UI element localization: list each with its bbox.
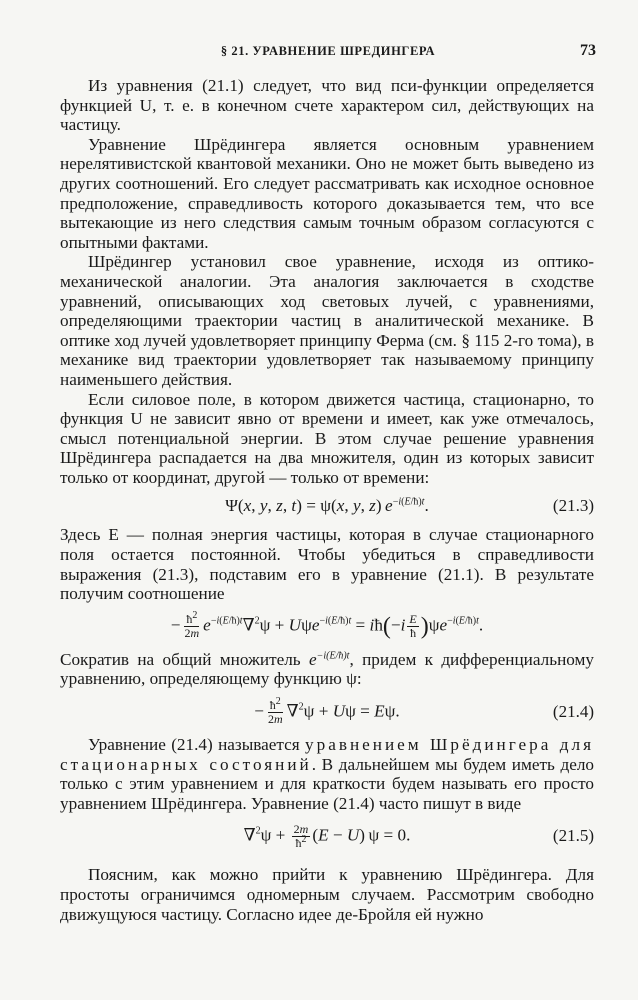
equation-21-3: [60, 487, 594, 525]
equation-21-3-formula: Ψ(x, y, z, t) = ψ(x, y, z) $e^{-i(E/ħ)t}$.: [225, 496, 429, 516]
common-factor-formula: $e^{-i(E/ħ)t}$: [308, 649, 350, 669]
equation-substitution: [60, 604, 594, 650]
running-head: § 21. УРАВНЕНИЕ ШРЕДИНГЕРА: [220, 44, 436, 58]
page-number: 73: [580, 42, 596, 59]
equation-21-3-number: (21.3): [552, 496, 594, 516]
equation-21-4-number: (21.4): [552, 702, 594, 722]
equation-21-4: [60, 689, 594, 735]
page-header: [60, 44, 596, 68]
paragraph-8: Поясним, как можно прийти к уравнению Шрёдингера. Для простоты ограничимся одномерным случаем. Рассмотрим свободно движущуюся частицу. Согласно идее де-Бройля ей нужно: [60, 865, 594, 924]
paragraph-5: Здесь E — полная энергия частицы, которая в случае стационарного поля остается постоянной. Чтобы убедиться в справедливости выражения (21.3), подставим его в уравнение (21.1). В результате получим соотношение: [60, 525, 594, 604]
equation-21-4-formula: − $\frac{ħ^2}{2m}$ ∇$^2$ψ + Uψ = Eψ.: [254, 695, 400, 726]
paragraph-7-end: . В дальнейшем мы будем иметь дело только с этим уравнением и для краткости будем называть его просто уравнением Шрёдингера. Уравнение (21.4) часто пишут в виде: [60, 754, 594, 813]
page-body: [60, 76, 594, 924]
paragraph-6: [60, 650, 594, 689]
paragraph-4: Если силовое поле, в котором движется частица, стационарно, то функция U не зависит явно от времени и имеет, как уже отмечалось, смысл потенциальной энергии. В этом случае решение уравнения Шрёдингера распадается на два множителя, один из которых зависит только от координат, другой — только от времени:: [60, 389, 594, 487]
paragraph-3: Шрёдингер установил свое уравнение, исходя из оптико-механической аналогии. Эта аналогия заключается в сходстве уравнений, описывающих ход световых лучей, с уравнениями, определяющими траектории частиц в аналитической механике. В оптике ход лучей удовлетворяет принципу Ферма (см. § 115 2-го тома), в механике вид траектории удовлетворяет так называемому принципу наименьшего действия.: [60, 252, 594, 389]
paragraph-6-start: Сократив на общий множитель: [60, 649, 301, 669]
paragraph-7: [60, 735, 594, 813]
paragraph-7-start: Уравнение (21.4) называется: [88, 735, 300, 755]
paragraph-1: Из уравнения (21.1) следует, что вид пси-функции определяется функцией U, т. е. в конечном счете характером сил, действующих на частицу.: [60, 76, 594, 135]
equation-21-5: [60, 813, 594, 859]
paragraph-6-end: , придем к дифференциальному уравнению, определяющему функцию ψ:: [60, 649, 595, 689]
equation-21-5-formula: ∇$^2$ψ + $\frac{2m}{ħ^2}$ (E − U) ψ = 0.: [243, 821, 411, 850]
paragraph-7-term: уравнением Шрёдингера для стационарных состояний: [60, 735, 594, 774]
paragraph-2: Уравнение Шрёдингера является основным уравнением нерелятивистской квантовой механики. Оно не может быть выведено из других соотношений. Его следует рассматривать как исходное основное предположение, справедливость которого доказывается тем, что все вытекающие из него следствия самым точным образом согласуются с опытными фактами.: [60, 134, 594, 252]
equation-substitution-formula: − $\frac{ħ^2}{2m}$ $e^{-i(E/ħ)t}\nabla^2\psi + U\psi e^{-i(E/ħ)t}$ = iħ(−i $\frac{E}{ħ}$ )$\psi e^{-i(E/ħ)t}$.: [170, 610, 484, 641]
equation-21-5-number: (21.5): [552, 826, 594, 846]
